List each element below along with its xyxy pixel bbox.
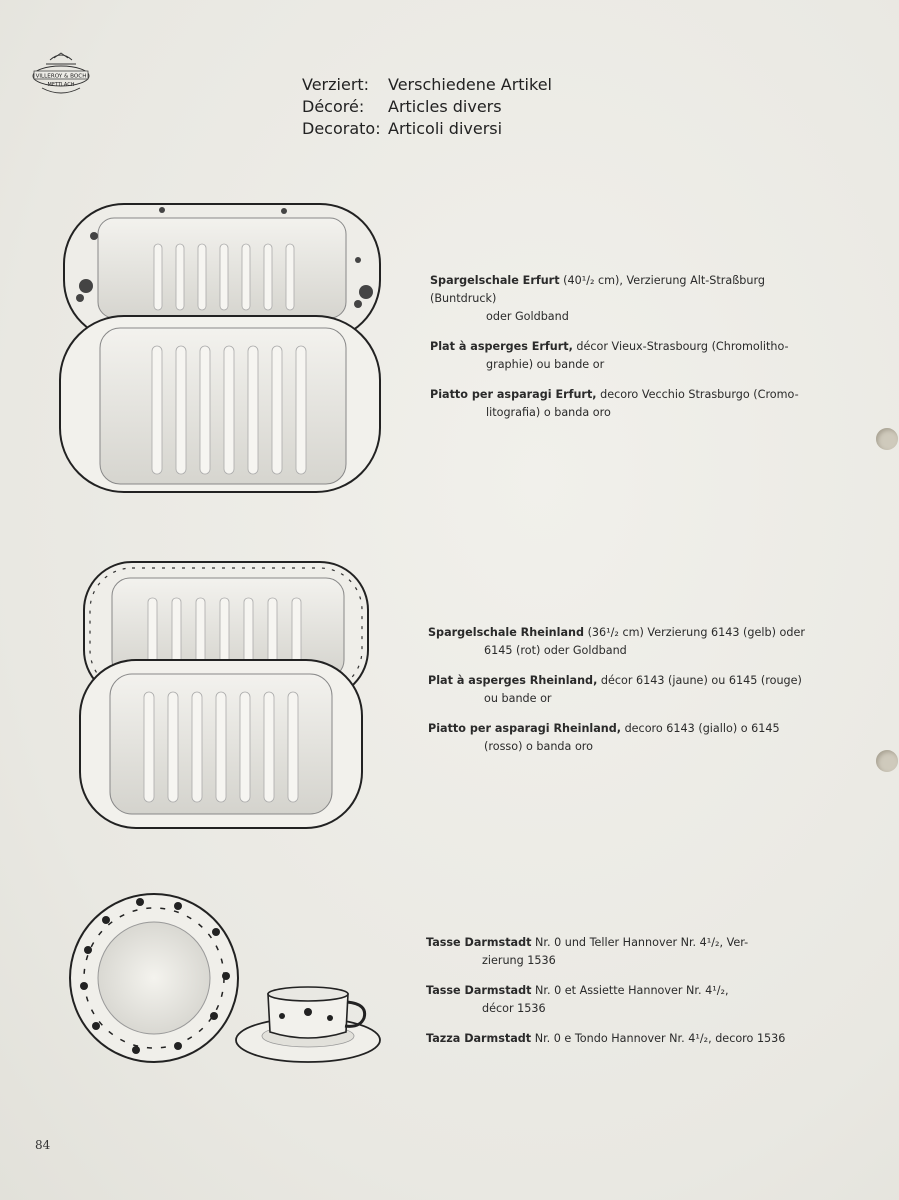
logo-text-top: VILLEROY & BOCH (35, 73, 87, 80)
description-fr (428, 672, 808, 708)
description-title: Plat à asperges Erfurt, (430, 340, 573, 353)
item-description-darmstadt (426, 934, 816, 1060)
punch-hole-top (876, 428, 898, 450)
description-line1: decoro Vecchio Strasburgo (Cromo- (596, 388, 799, 401)
description-line1: décor 6143 (jaune) ou 6145 (rouge) (597, 674, 802, 687)
figure-asparagus-dish-rheinland (78, 556, 374, 832)
description-line2: zierung 1536 (482, 954, 556, 967)
description-line2: (rosso) o banda oro (484, 740, 593, 753)
description-it (428, 720, 808, 756)
description-line1: décor Vieux-Strasbourg (Chromolitho- (572, 340, 789, 353)
description-line1: (40¹/₂ cm), Verzierung Alt-Straßburg (Buntdruck) (430, 274, 765, 305)
description-fr (430, 338, 810, 374)
header-lang-de: Verziert: (302, 75, 370, 94)
header-text-de: Verschiedene Artikel (388, 75, 552, 94)
description-title: Spargelschale Rheinland (428, 626, 585, 639)
description-title: Spargelschale Erfurt (430, 274, 560, 287)
page-number: 84 (35, 1138, 51, 1152)
description-line2: décor 1536 (482, 1002, 546, 1015)
header-text-fr: Articles divers (388, 97, 502, 116)
description-title: Tazza Darmstadt (426, 1032, 532, 1045)
description-de (428, 624, 808, 660)
header-row (302, 74, 552, 96)
description-line1: (36¹/₂ cm) Verzierung 6143 (gelb) oder (584, 626, 805, 639)
description-line2: oder Goldband (486, 310, 569, 323)
item-description-erfurt (430, 272, 810, 434)
header-text-it: Articoli diversi (388, 119, 503, 138)
header-lang-it: Decorato: (302, 119, 381, 138)
description-line1: Nr. 0 et Assiette Hannover Nr. 4¹/₂, (531, 984, 729, 997)
description-line1: Nr. 0 und Teller Hannover Nr. 4¹/₂, Ver- (531, 936, 749, 949)
description-line2: litografia) o banda oro (486, 406, 611, 419)
description-line1: decoro 6143 (giallo) o 6145 (621, 722, 780, 735)
item-description-rheinland (428, 624, 808, 768)
description-title: Piatto per asparagi Erfurt, (430, 388, 597, 401)
description-title: Plat à asperges Rheinland, (428, 674, 598, 687)
description-line2: 6145 (rot) oder Goldband (484, 644, 627, 657)
description-it (430, 386, 810, 422)
description-line2: graphie) ou bande or (486, 358, 605, 371)
description-title: Piatto per asparagi Rheinland, (428, 722, 622, 735)
description-line1: Nr. 0 e Tondo Hannover Nr. 4¹/₂, decoro 1536 (531, 1032, 786, 1045)
description-title: Tasse Darmstadt (426, 984, 532, 997)
figure-cup-and-plate (66, 890, 386, 1070)
description-title: Tasse Darmstadt (426, 936, 532, 949)
brand-logo (28, 52, 94, 100)
description-de (430, 272, 810, 326)
figure-asparagus-dish-erfurt (58, 200, 388, 500)
page-header (302, 74, 552, 140)
description-fr (426, 982, 816, 1018)
punch-hole-bottom (876, 750, 898, 772)
logo-text-bottom: METTLACH (47, 82, 75, 88)
header-row (302, 118, 552, 140)
description-line2: ou bande or (484, 692, 552, 705)
header-row (302, 96, 552, 118)
description-de (426, 934, 816, 970)
description-it (426, 1030, 816, 1048)
header-lang-fr: Décoré: (302, 97, 365, 116)
